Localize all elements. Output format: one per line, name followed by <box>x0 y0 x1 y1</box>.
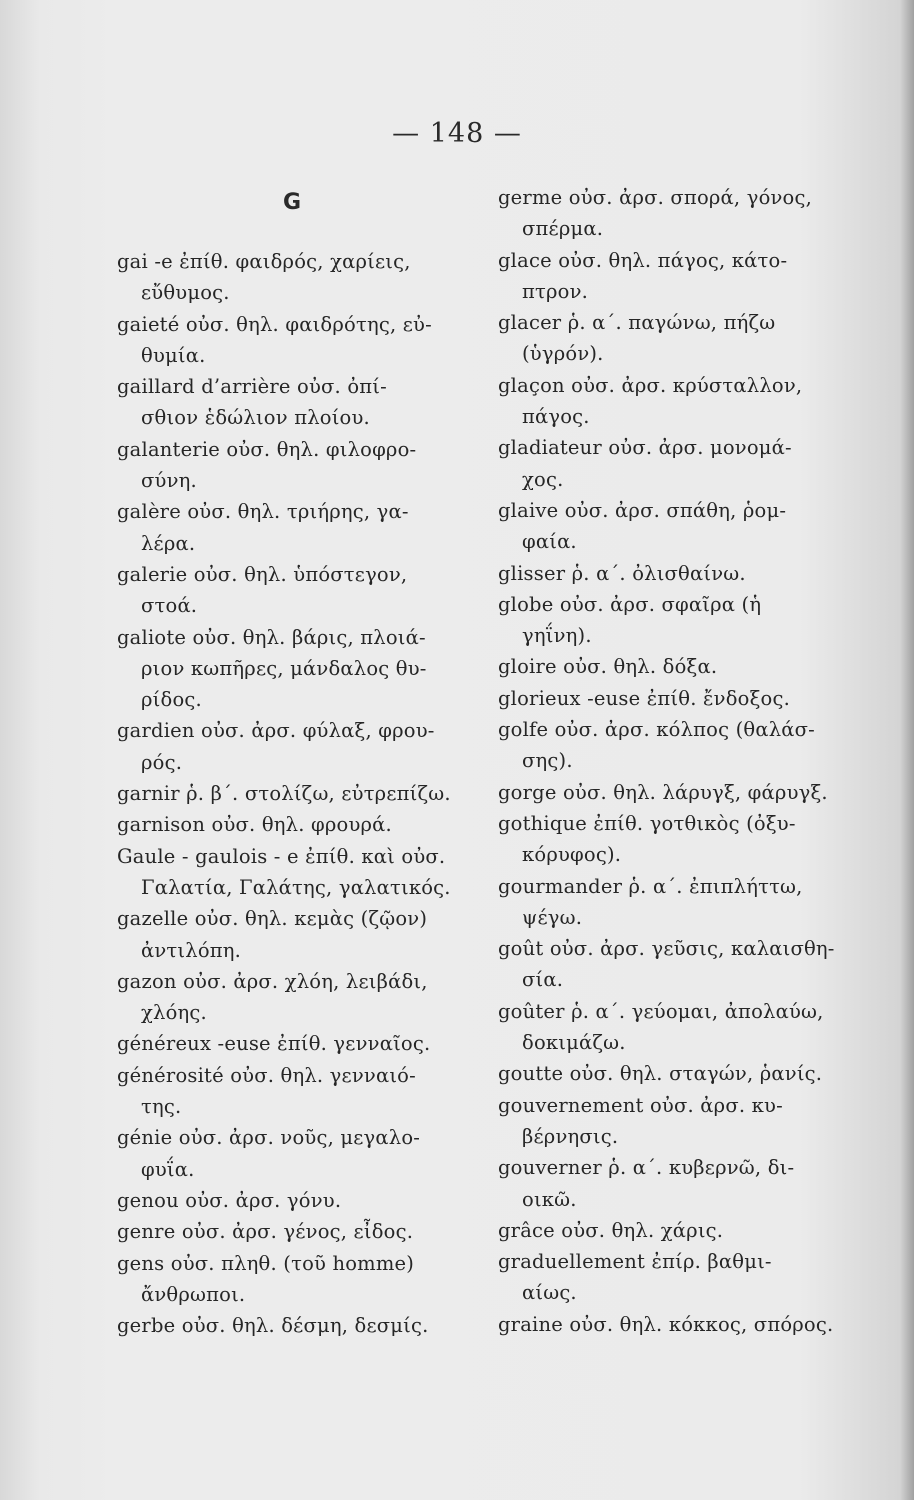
section-letter: G <box>283 190 302 215</box>
entry-line: gazelle οὐσ. θηλ. κεμὰς (ζῷον) <box>117 907 428 931</box>
entry-line: gouvernement οὐσ. ἀρσ. κυ- <box>498 1093 783 1117</box>
entry-line: galanterie οὐσ. θηλ. φιλοφρο- <box>117 437 417 461</box>
entry-line: genre οὐσ. ἀρσ. γένος, εἶδος. <box>117 1220 414 1244</box>
entry-line: glace οὐσ. θηλ. πάγος, κάτο- <box>498 248 788 272</box>
entry-continuation-line: ρίδος. <box>141 688 202 712</box>
left-column <box>117 246 472 1341</box>
entry-line: gorge οὐσ. θηλ. λάρυγξ, φάρυγξ. <box>498 780 828 804</box>
entry-line: garnir ῥ. β΄. στολίζω, εὐτρεπίζω. <box>117 782 451 806</box>
entry-continuation-line: φυΐα. <box>141 1157 195 1181</box>
entry-continuation-line: σπέρμα. <box>522 217 604 241</box>
entry-line: galère οὐσ. θηλ. τριήρης, γα- <box>117 500 409 524</box>
entry-continuation-line: σθιον ἑδώλιον πλοίου. <box>141 406 370 430</box>
entry-continuation-line: ἄνθρωποι. <box>141 1282 246 1306</box>
entry-continuation-line: ἀντιλόπη. <box>141 938 242 962</box>
entry-continuation-line: οικῶ. <box>522 1187 577 1211</box>
page-number: — 148 — <box>392 118 522 149</box>
entry-continuation-line: ριον κωπῆρες, μάνδαλος θυ- <box>141 656 427 680</box>
entry-line: Gaule - gaulois - e ἐπίθ. καὶ οὐσ. <box>117 844 446 868</box>
entry-continuation-line: σης). <box>522 749 573 773</box>
entry-continuation-line: πτρον. <box>522 279 589 303</box>
entry-line: glisser ῥ. α΄. ὀλισθαίνω. <box>498 561 746 585</box>
entry-line: goutte οὐσ. θηλ. σταγών, ῥανίς. <box>498 1062 823 1086</box>
entry-line: gloire οὐσ. θηλ. δόξα. <box>498 655 718 679</box>
entry-line: gardien οὐσ. ἀρσ. φύλαξ, φρου- <box>117 719 435 743</box>
entry-continuation-line: πάγος. <box>522 405 590 429</box>
entry-line: gai -e ἐπίθ. φαιδρός, χαρίεις, <box>117 250 411 273</box>
entry-line: générosité οὐσ. θηλ. γενναιό- <box>117 1063 416 1087</box>
entry-continuation-line: (ὑγρόν). <box>522 342 604 366</box>
entry-line: génie οὐσ. ἀρσ. νοῦς, μεγαλο- <box>117 1126 421 1150</box>
entry-line: gazon οὐσ. ἀρσ. χλόη, λειβάδι, <box>117 969 428 993</box>
entry-line: gaillard d’arrière οὐσ. ὀπί- <box>117 375 387 399</box>
entry-continuation-line: αίως. <box>522 1281 577 1305</box>
entry-line: grâce οὐσ. θηλ. χάρις. <box>498 1218 724 1242</box>
entry-line: genou οὐσ. ἀρσ. γόνυ. <box>117 1188 342 1212</box>
entry-line: gouverner ῥ. α΄. κυβερνῶ, δι- <box>498 1156 795 1180</box>
entry-continuation-line: Γαλατία, Γαλάτης, γαλατικός. <box>141 875 451 899</box>
entry-continuation-line: χος. <box>522 467 564 491</box>
entry-line: globe οὐσ. ἀρσ. σφαῖρα (ἡ <box>498 592 762 616</box>
entry-line: gerbe οὐσ. θηλ. δέσμη, δεσμίς. <box>117 1314 429 1338</box>
entry-line: goût οὐσ. ἀρσ. γεῦσις, καλαισθη- <box>498 937 835 961</box>
page-binding-shadow <box>900 0 914 1500</box>
entry-line: graine οὐσ. θηλ. κόκκος, σπόρος. <box>498 1312 834 1336</box>
entry-continuation-line: κόρυφος). <box>522 843 622 867</box>
entry-line: gourmander ῥ. α΄. ἐπιπλήττω, <box>498 874 803 898</box>
entry-continuation-line: χλόης. <box>141 1001 207 1025</box>
entry-continuation-line: της. <box>141 1095 182 1119</box>
entry-continuation-line: φαία. <box>522 530 577 554</box>
entry-continuation-line: γηΐνη). <box>522 624 592 648</box>
entry-continuation-line: στοά. <box>141 594 198 618</box>
entry-continuation-line: ρός. <box>141 750 183 774</box>
entry-line: glacer ῥ. α΄. παγώνω, πήζω <box>498 311 776 335</box>
entry-line: gladiateur οὐσ. ἀρσ. μονομά- <box>498 436 792 460</box>
entry-continuation-line: θυμία. <box>141 343 206 367</box>
entry-line: gothique ἐπίθ. γοτθικὸς (ὀξυ- <box>498 811 796 835</box>
entry-line: galiote οὐσ. θηλ. βάρις, πλοιά- <box>117 625 426 649</box>
entry-continuation-line: βέρνησις. <box>522 1124 619 1148</box>
entry-continuation-line: σία. <box>522 968 564 992</box>
entry-continuation-line: εὔθυμος. <box>141 281 230 305</box>
right-column <box>498 182 858 1340</box>
entry-line: glaçon οὐσ. ἀρσ. κρύσταλλον, <box>498 373 803 397</box>
entry-line: gaieté οὐσ. θηλ. φαιδρότης, εὐ- <box>117 312 432 336</box>
entry-line: glorieux -euse ἐπίθ. ἔνδοξος. <box>498 686 791 710</box>
entry-line: germe οὐσ. ἀρσ. σπορά, γόνος, <box>498 186 813 209</box>
entry-continuation-line: λέρα. <box>141 531 196 555</box>
entry-line: glaive οὐσ. ἀρσ. σπάθη, ῥομ- <box>498 498 787 522</box>
entry-continuation-line: σύνη. <box>141 469 197 493</box>
entry-line: généreux -euse ἐπίθ. γενναῖος. <box>117 1032 431 1056</box>
entry-line: goûter ῥ. α΄. γεύομαι, ἀπολαύω, <box>498 999 824 1023</box>
entry-line: garnison οὐσ. θηλ. φρουρά. <box>117 813 392 837</box>
entry-line: graduellement ἐπίρ. βαθμι- <box>498 1250 772 1274</box>
entry-line: gens οὐσ. πληθ. (τοῦ homme) <box>117 1251 415 1275</box>
entry-continuation-line: ψέγω. <box>522 905 583 929</box>
entry-continuation-line: δοκιμάζω. <box>522 1031 626 1055</box>
entry-line: galerie οὐσ. θηλ. ὑπόστεγον, <box>117 562 408 586</box>
entry-line: golfe οὐσ. ἀρσ. κόλπος (θαλάσ- <box>498 718 815 742</box>
